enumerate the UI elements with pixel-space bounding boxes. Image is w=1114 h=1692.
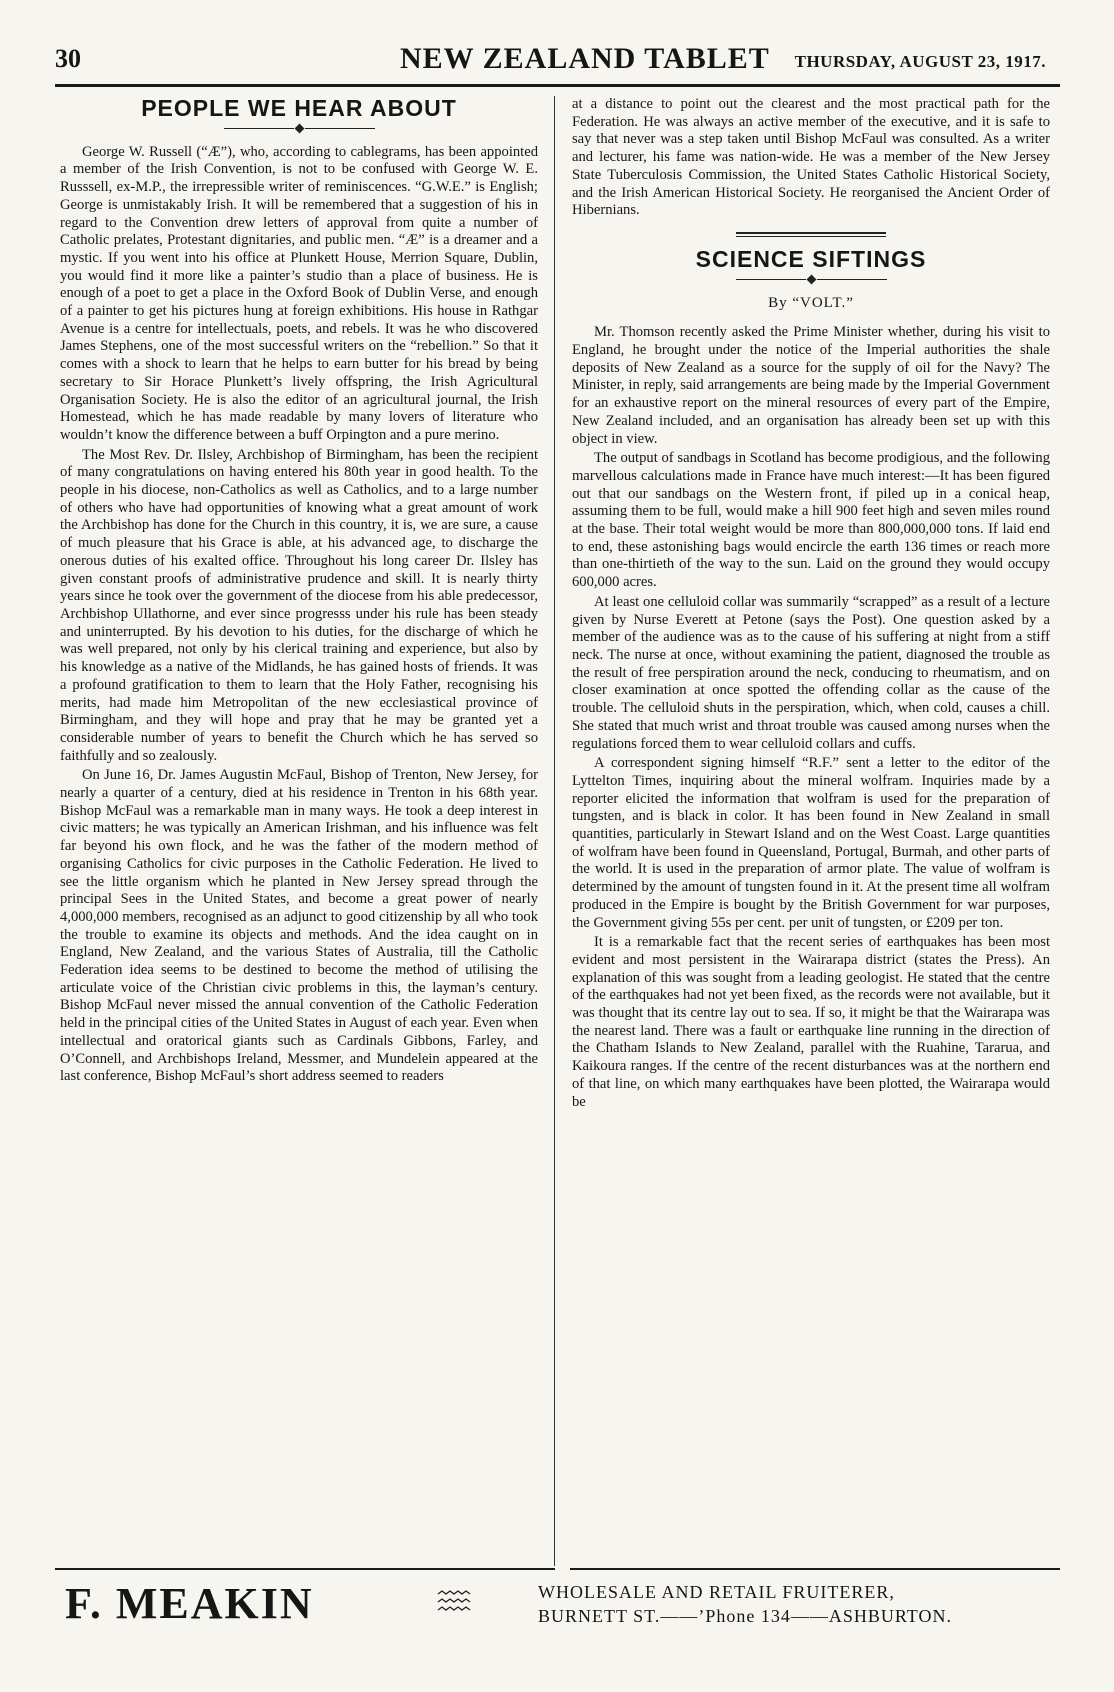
heading-ornament — [572, 273, 1050, 287]
article-paragraph: It is a remarkable fact that the recent series of earthquakes has been most evident and most persistent in the Wairarapa district (states the Press). An explanation of this was sought from a leading geologist. He stated that the centre of the earthquakes had not yet been fixed, as the records were not available, but it was thought that its centre lay out to sea. If so, it might be that the Wairarapa was the nearest land. There was a fault or earthquake line running in the direction of the Chatham Islands to New Zealand, parallel with the Ruahine, Tararua, and Kaikoura ranges. If the centre of the recent disturbances was at the northern end of that line, on which many earthquakes have been plotted, the Wairarapa would be — [572, 934, 1050, 1110]
article-paragraph: On June 16, Dr. James Augustin McFaul, Bishop of Trenton, New Jersey, for nearly a quarter of a century, died at his residence in Trenton in his 68th year. Bishop McFaul was a remarkable man in many ways. He took a deep interest in civic matters; he was typically an American Irishman, and his influence was felt far beyond his own flock, and he was the father of the modern method of organising Catholics for civic purposes in the Catholic Federation. He lived to see the little organism which he planted in New Jersey spread through the principal Sees in the United States, and become a great power of nearly 4,000,000 members, recognised as an adjunct to good citizenship by all who took the trouble to examine its objects and methods. And the idea caught on in England, New Zealand, and the various States of Australia, till the Catholic Federation idea seems to be destined to become the method of utilising the articulate voice of the Christian civic problems in this, the layman’s century. Bishop McFaul never missed the annual convention of the Catholic Federation held in the principal cities of the United States in August of each year. Even when intellectual and oratorical giants such as Cardinals Gibbons, Farley, and O’Connell, and Archbishops Ireland, Messmer, and Mundelein appeared at the last conference, Bishop McFaul’s short address seemed to readers — [60, 767, 538, 1085]
page-number: 30 — [55, 44, 81, 73]
issue-date: THURSDAY, AUGUST 23, 1917. — [794, 52, 1046, 71]
article-paragraph: Mr. Thomson recently asked the Prime Minister whether, during his visit to England, he brought under the notice of the Imperial authorities the shale deposits of New Zealand as a source for the supply of oil for the Navy? The Minister, in reply, said arrangements are being made by the Imperial Government for an exhaustive report on the mineral resources of every part of the Empire, New Zealand included, and an organisation has already been set up with this object in view. — [572, 324, 1050, 447]
section-separator — [736, 232, 886, 237]
footer-rule-right — [570, 1568, 1060, 1570]
masthead — [55, 40, 1060, 84]
article-paragraph: The output of sandbags in Scotland has become prodigious, and the following marvellous calculations made in France have much interest:—It has been figured out that our sandbags on the Western front, if piled up in a conical heap, assuming them to be full, would make a hill 900 feet high and seven miles round at the base. Their total weight would be more than 800,000,000 tons. If laid end to end, these astonishing bags would encircle the earth 136 times or reach more than one-thirtieth of the way to the sun. Laid on the ground they would occupy 600,000 acres. — [572, 450, 1050, 591]
byline: By “VOLT.” — [768, 294, 854, 311]
article-paragraph: At least one celluloid collar was summarily “scrapped” as a result of a lecture given by Nurse Everett at Petone (says the Post). One question asked by a member of the audience was as to the cause of his suffering at night from a stiff neck. The nurse at once, without examining the patient, diagnosed the trouble as the result of free perspiration around the neck, conducing to rheumatism, and on closer examination at once spotted the offending collar as the cause of the trouble. The celluloid shuts in the perspiration, which, when cold, causes a chill. She stated that much wrist and throat trouble was caused among nurses when the regulations forced them to wear celluloid collars and cuffs. — [572, 593, 1050, 752]
left-column — [60, 96, 538, 1566]
heading-ornament — [60, 122, 538, 136]
masthead-rule — [55, 84, 1060, 87]
footer-rule-left — [55, 1568, 555, 1570]
advertiser-name: F. MEAKIN — [65, 1579, 314, 1628]
article-paragraph: George W. Russell (“Æ”), who, according to cablegrams, has been appointed a member of the Irish Convention, is not to be confused with George W. E. Russsell, ex-M.P., the irrepressible writer of reminiscences. “G.W.E.” is English; George is unmistakably Irish. It will be remembered that a suggestion of his in regard to the Convention drew letters of approval from quite a number of Catholic prelates, Protestant dignitaries, and public men. “Æ” is a dreamer and a mystic. If you went into his office at Plunkett House, Merrion Square, Dublin, you would find it more like a painter’s studio than a place of business. He is enough of a poet to get a place in the Oxford Book of Dublin Verse, and enough of a painter to get his pictures hung at foreign exhibitions. His house in Rathgar Avenue is a centre for intellectuals, poets, and rebels. It was he who discovered James Stephens, one of the most successful writers on the “rebellion.” So that it comes with a shock to learn that he helps to earn butter for his bread by being secretary to Sir Horace Plunkett’s lively offspring, the Irish Agricultural Organisation Society. He is also the editor of an agricultural journal, the Irish Homestead, which he has made readable by many lovers of literature who wouldn’t know the difference between a buff Orpington and a pure merino. — [60, 143, 538, 443]
advert-line-2: BURNETT ST.——’Phone 134——ASHBURTON. — [538, 1606, 952, 1626]
column-divider — [554, 96, 555, 1566]
section-heading-science: SCIENCE SIFTINGS — [695, 245, 927, 272]
paper-title: NEW ZEALAND TABLET — [400, 42, 770, 75]
continued-paragraph: at a distance to point out the clearest and the most practical path for the Federation. He was always an active member of the executive, and it is safe to say that never was a step taken until Bishop McFaul was consulted. As a writer and lecturer, his fame was nation-wide. He was a member of the New Jersey State Tuberculosis Commission, the United States Catholic Historical Society, and the Irish American Historical Society. He reorganised the Ancient Order of Hibernians. — [572, 96, 1050, 219]
section-heading-people: PEOPLE WE HEAR ABOUT — [141, 96, 457, 121]
article-paragraph: The Most Rev. Dr. Ilsley, Archbishop of Birmingham, has been the recipient of many congratulations on having entered his 80th year in good health. To the people in his diocese, non-Catholics as well as Catholics, and to a large number of others who have had opportunities of knowing what a great amount of work the Archbishop has done for the Church in this country, it is, we are sure, a cause of much pleasure that his Grace is able, at his advanced age, to discharge the onerous duties of his exalted office. Throughout his long career Dr. Ilsley has given constant proofs of administrative prudence and skill. It is nearly thirty years since he took over the government of the diocese from his able predecessor, Archbishop Ullathorne, and ever since progresss under his rule has been steady and uninterrupted. By his devotion to his duties, for the discharge of which he was well prepared, not only by his clerical training and experience, but also by his knowledge as a native of the Midlands, he has gained hosts of friends. It was a profound gratification to them to learn that the Holy Father, recognising his merits, had made him Metropolitan of the new ecclesiastical province of Birmingham, and they will hope and pray that he may be granted yet a considerable number of years to benefit the Church which he has served so faithfully and so zealously. — [60, 446, 538, 764]
article-paragraph: A correspondent signing himself “R.F.” sent a letter to the editor of the Lyttelton Times, inquiring about the mineral wolfram. Inquiries made by a reporter elicited the information that wolfram is used for the preparation of tungsten, and is black in color. It has been found in New Zealand in small quantities, particularly in Stewart Island and on the West Coast. Large quantities of wolfram have been found in Queensland, Portugal, Burmah, and other parts of the world. It is used in the preparation of armor plate. The value of wolfram is determined by the amount of tungsten found in it. At the present time all wolfram produced in the Empire is bought by the British Government for war purposes, the Government giving 55s per cent. per unit of tungsten, or £209 per ton. — [572, 755, 1050, 931]
advertisement — [55, 1578, 1060, 1688]
ornament-icon — [430, 1588, 490, 1616]
right-column — [572, 96, 1050, 1566]
advert-line-1: WHOLESALE AND RETAIL FRUITERER, — [538, 1582, 895, 1602]
